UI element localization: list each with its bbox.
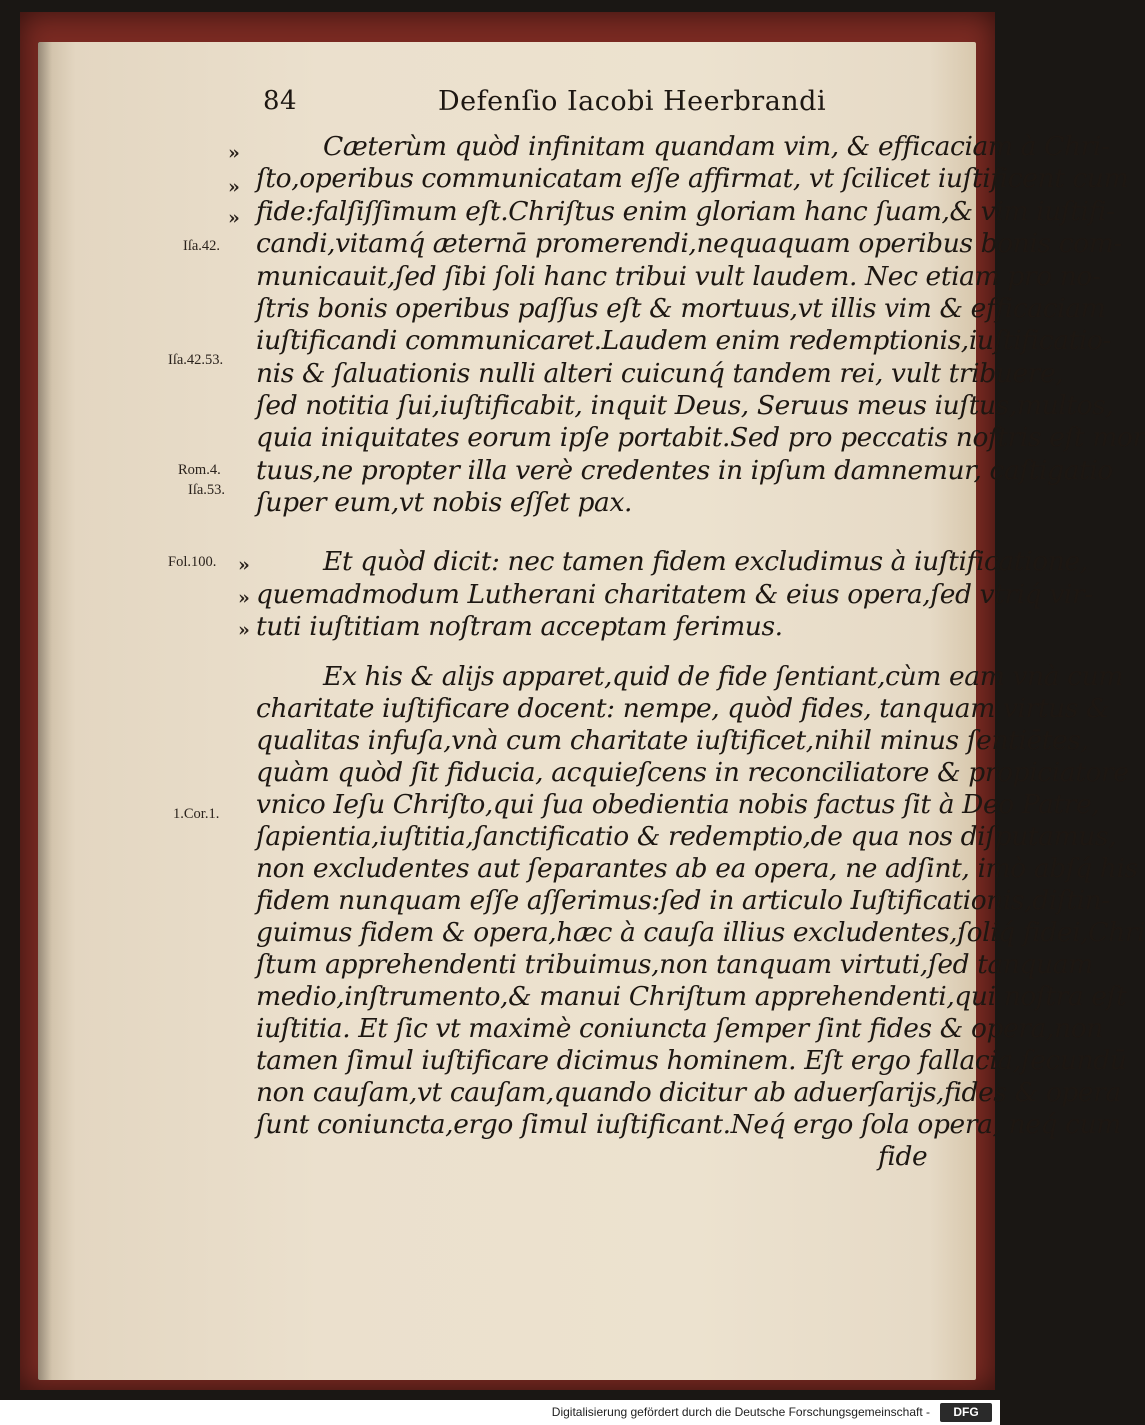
text-line: iuſtitia. Et ſic vt maximè coniuncta ſemper ſint fides & opera,non (256, 1013, 1103, 1044)
dfg-logo: DFG (940, 1403, 992, 1422)
gutter-shadow (38, 42, 52, 1380)
quote-mark: » (228, 176, 240, 198)
text-line: medio,inſtrumento,& manui Chriſtum apprehendenti,qui noſtra eſt (256, 981, 1127, 1012)
text-line: nis & ſaluationis nulli alteri cuicunq́ tandem rei, vult tribuere, (256, 358, 1064, 389)
text-line: candi,vitamq́ æternā promerendi,nequaquam operibus bonis com- (256, 228, 1122, 259)
text-line: quia iniquitates eorum ipſe portabit.Sed pro peccatis noſtris eſt mor (256, 422, 1145, 453)
text-line: fide (878, 1141, 928, 1172)
text-line: municauit,ſed ſibi ſoli hanc tribui vult laudem. Nec etiam pro no- (256, 261, 1101, 292)
book-page (38, 42, 1145, 1380)
quote-mark: » (238, 554, 250, 576)
page-number: 84 (263, 86, 298, 116)
text-line: ſtris bonis operibus paſſus eſt & mortuus,vt illis vim & efficaciam (256, 293, 1106, 324)
text-line: ſuper eum,vt nobis eſſet pax. (256, 487, 633, 518)
page-header (38, 86, 976, 126)
text-line: quàm quòd ſit fiducia, acquieſcens in reconciliatore & propiciatore (256, 757, 1129, 788)
text-line: vnico Ieſu Chriſto,qui ſua obedientia nobis factus ſit à Deo Patre, (256, 789, 1100, 820)
text-line: tuti iuſtitiam noſtram acceptam ferimus. (256, 611, 783, 642)
text-line: Ex his & alijs apparet,quid de fide ſentiant,cùm eam vnà cum (323, 661, 1123, 692)
quote-mark: » (238, 587, 250, 609)
quote-mark: » (228, 142, 240, 164)
text-line: quemadmodum Lutherani charitatem & eius opera,ſed vtriq́ vir- (256, 579, 1093, 610)
quote-mark: » (238, 619, 250, 641)
text-line: non excludentes aut ſeparantes ab ea opera, ne adſint, imò abſq́ his (256, 853, 1138, 884)
running-title: Defenſio Iacobi Heerbrandi (438, 86, 827, 117)
footer-credit: Digitalisierung gefördert durch die Deutsche Forschungsgemeinschaft - (551, 1405, 930, 1419)
text-line: guimus fidem & opera,hæc à cauſa illius excludentes,ſoliq́ fidei,Chri (256, 917, 1145, 948)
text-line: fide:falſiſſimum eſt.Chriſtus enim gloriam hanc ſuam,& vim iuſtifi- (256, 196, 1115, 227)
text-line: ſunt coniuncta,ergo ſimul iuſtificant.Neq́ ergo ſola opera, neq́ cum (256, 1109, 1121, 1140)
text-line: Et quòd dicit: nec tamen fidem excludimus à iuſtificatione, (323, 546, 1088, 577)
text-line: Cæterùm quòd infinitam quandam vim, & efficaciam à Chri- (323, 131, 1110, 162)
text-line: ſtum apprehendenti tribuimus,non tanquam virtuti,ſed tanquam (256, 949, 1093, 980)
text-line: charitate iuſtificare docent: nempe, quòd fides, tanquam virtus & (256, 693, 1110, 724)
text-line: ſed notitia ſui,iuſtificabit, inquit Deus, Seruus meus iuſtus,multos, (256, 390, 1114, 421)
text-line: tamen ſimul iuſtificare dicimus hominem. Eſt ergo fallacia,ſecundū (256, 1045, 1127, 1076)
text-line: non cauſam,vt cauſam,quando dicitur ab aduerſarijs,fides & opera (256, 1077, 1121, 1108)
margin-note: Iſa.42. (183, 238, 221, 254)
text-line: ſto,operibus communicatam eſſe affirmat, vt ſcilicet iuſtificent cum (256, 163, 1129, 194)
margin-note: Fol.100. (168, 554, 217, 570)
quote-mark: » (228, 207, 240, 229)
margin-note: Iſa.53. (188, 482, 226, 498)
digitization-footer (0, 1400, 1000, 1425)
margin-note: 1.Cor.1. (173, 806, 220, 822)
text-line: fidem nunquam eſſe aſſerimus:ſed in articulo Iuſtificationis,diſtin- (256, 885, 1110, 916)
text-line: tuus,ne propter illa verè credentes in ipſum damnemur, caſtigatio (256, 455, 1113, 486)
margin-note: Iſa.42.53. (168, 352, 224, 368)
text-line: ſapientia,iuſtitia,ſanctificatio & redemptio,de qua nos diſputamus, (256, 821, 1117, 852)
text-line: qualitas infuſa,vnà cum charitate iuſtificet,nihil minus ſentiētes, (256, 725, 1089, 756)
text-line: iuſtificandi communicaret.Laudem enim redemptionis,iuſtificatio- (256, 325, 1112, 356)
margin-note: Rom.4. (178, 462, 221, 478)
